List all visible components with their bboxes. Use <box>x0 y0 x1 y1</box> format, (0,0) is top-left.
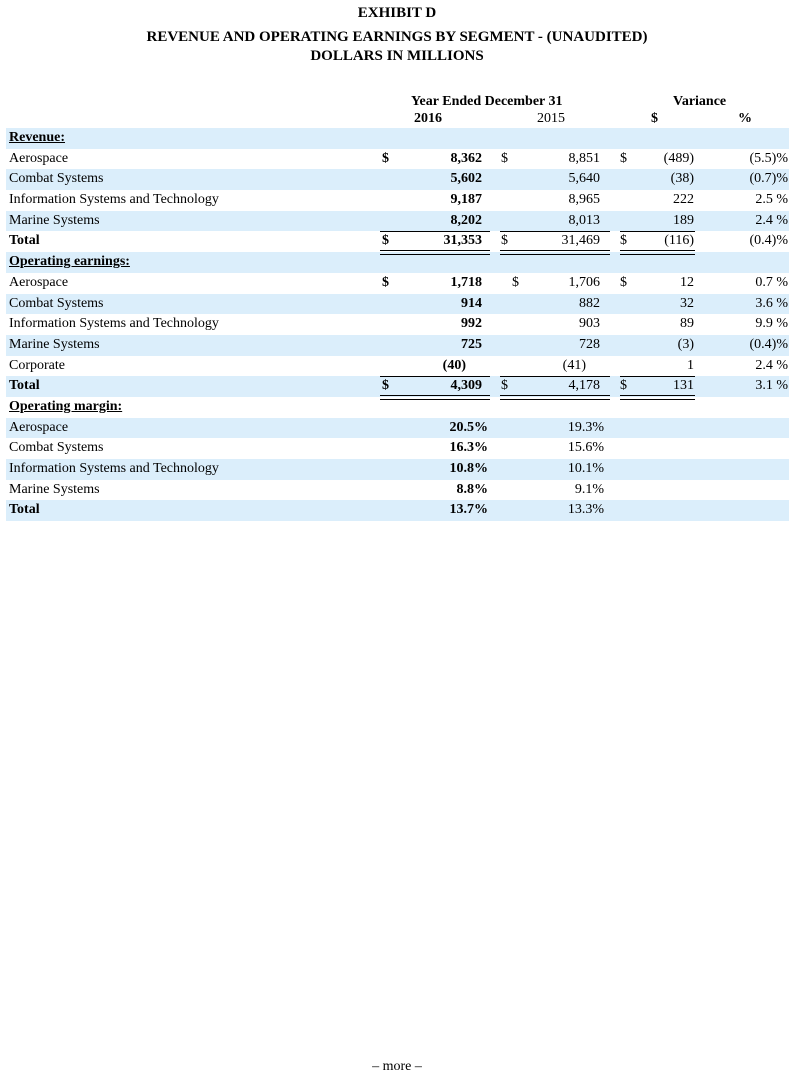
value-2016: 10.8% <box>449 461 488 476</box>
currency-symbol: $ <box>382 378 389 394</box>
value-2016: 4,309 <box>450 378 482 394</box>
variance-pct: 0.7 % <box>755 274 788 290</box>
variance-pct: 2.4 % <box>755 357 788 373</box>
row-label: Aerospace <box>9 150 69 166</box>
variance-pct-header: % <box>738 111 752 126</box>
double-rule <box>620 395 695 400</box>
variance-pct: 3.6 % <box>755 295 788 311</box>
variance-dollar: 12 <box>680 274 694 290</box>
rule <box>380 376 490 377</box>
revenue-section-row <box>6 128 789 149</box>
row-label: Total <box>9 233 40 249</box>
value-2015: 19.3% <box>567 419 604 435</box>
table-row <box>6 335 789 356</box>
variance-dollar: (116) <box>664 233 694 249</box>
value-2016: 13.7% <box>449 502 488 518</box>
row-label: Combat Systems <box>9 171 104 187</box>
row-label: Aerospace <box>9 419 69 435</box>
table-row <box>6 418 789 439</box>
variance-pct: 9.9 % <box>755 316 788 332</box>
value-2015: 10.1% <box>567 461 604 476</box>
value-2015: (41) <box>562 357 586 373</box>
rule <box>620 376 695 377</box>
value-2015: 13.3% <box>567 502 604 518</box>
row-label: Corporate <box>9 357 65 373</box>
currency-symbol: $ <box>501 378 508 394</box>
double-rule <box>500 250 610 255</box>
revenue-heading: Revenue: <box>9 130 65 145</box>
double-rule <box>380 250 490 255</box>
row-label: Information Systems and Technology <box>9 316 219 332</box>
variance-dollar: (489) <box>663 150 694 166</box>
value-2015: 8,851 <box>568 150 600 166</box>
year-2016-header: 2016 <box>414 111 442 126</box>
value-2015: 8,013 <box>568 212 600 228</box>
earnings-section-row <box>6 252 789 273</box>
segment-table <box>6 128 789 521</box>
value-2016: 992 <box>461 316 482 332</box>
row-label: Marine Systems <box>9 212 100 228</box>
value-2015: 903 <box>579 316 600 332</box>
value-2015: 4,178 <box>568 378 600 394</box>
value-2015: 728 <box>579 336 600 352</box>
currency-symbol: $ <box>620 378 627 394</box>
row-label: Total <box>9 378 40 394</box>
value-2016: 20.5% <box>449 419 488 435</box>
table-row <box>6 314 789 335</box>
table-row <box>6 211 789 232</box>
value-2015: 1,706 <box>568 274 600 290</box>
value-2016: 8,202 <box>450 212 482 228</box>
row-label: Combat Systems <box>9 295 104 311</box>
row-label: Total <box>9 502 40 518</box>
continued-note: – more – <box>372 1059 422 1074</box>
value-2016: 31,353 <box>443 233 482 249</box>
currency-symbol: $ <box>501 150 508 166</box>
total-row <box>6 376 789 397</box>
earnings-heading: Operating earnings: <box>9 254 130 270</box>
table-row <box>6 169 789 190</box>
exhibit-label: EXHIBIT D <box>357 5 437 21</box>
variance-header: Variance <box>673 94 727 109</box>
table-row <box>6 480 789 501</box>
rule <box>500 376 610 377</box>
variance-pct: 2.4 % <box>755 212 788 228</box>
row-label: Marine Systems <box>9 336 100 352</box>
table-row <box>6 149 789 170</box>
variance-pct: (0.4)% <box>749 233 788 249</box>
year-2015-header: 2015 <box>537 111 565 126</box>
double-rule <box>620 250 695 255</box>
table-row <box>6 273 789 294</box>
variance-dollar: (3) <box>677 336 694 352</box>
value-2015: 8,965 <box>568 192 600 208</box>
value-2016: 8,362 <box>450 150 482 166</box>
total-row <box>6 500 789 521</box>
variance-dollar: 89 <box>680 316 694 332</box>
value-2016: 914 <box>461 295 482 311</box>
variance-pct: (0.4)% <box>749 336 788 352</box>
double-rule <box>500 395 610 400</box>
currency-symbol: $ <box>382 150 389 166</box>
value-2015: 5,640 <box>568 171 600 187</box>
variance-dollar: 32 <box>680 295 694 311</box>
variance-dollar: 222 <box>673 192 694 208</box>
rule <box>380 231 490 232</box>
variance-dollar: (38) <box>670 171 694 187</box>
table-row <box>6 294 789 315</box>
report-subtitle: DOLLARS IN MILLIONS <box>310 48 484 64</box>
currency-symbol: $ <box>620 150 627 166</box>
row-label: Information Systems and Technology <box>9 192 219 208</box>
variance-pct: 3.1 % <box>755 378 788 394</box>
margin-heading: Operating margin: <box>9 398 123 414</box>
variance-dollar: 1 <box>687 357 694 373</box>
table-row <box>6 356 789 377</box>
value-2015: 882 <box>579 295 600 311</box>
row-label: Combat Systems <box>9 440 104 456</box>
currency-symbol: $ <box>512 274 519 290</box>
value-2016: (40) <box>442 357 466 373</box>
variance-dollar-header: $ <box>651 111 658 126</box>
table-row <box>6 190 789 211</box>
variance-pct: (0.7)% <box>749 171 788 187</box>
report-title: REVENUE AND OPERATING EARNINGS BY SEGMENT - (UNAUDITED) <box>146 29 648 45</box>
rule <box>620 231 695 232</box>
currency-symbol: $ <box>382 274 389 290</box>
double-rule <box>380 395 490 400</box>
value-2016: 725 <box>461 336 482 352</box>
value-2015: 15.6% <box>567 440 604 456</box>
variance-dollar: 131 <box>673 378 694 394</box>
currency-symbol: $ <box>501 233 508 249</box>
value-2016: 5,602 <box>450 171 482 187</box>
value-2016: 1,718 <box>450 274 482 290</box>
margin-section-row <box>6 397 789 418</box>
value-2016: 16.3% <box>449 440 488 456</box>
variance-pct: 2.5 % <box>755 192 788 208</box>
currency-symbol: $ <box>620 233 627 249</box>
currency-symbol: $ <box>620 274 627 290</box>
row-label: Information Systems and Technology <box>9 461 219 476</box>
value-2015: 9.1% <box>574 481 604 497</box>
value-2015: 31,469 <box>561 233 600 249</box>
row-label: Aerospace <box>9 274 69 290</box>
value-2016: 8.8% <box>456 481 488 497</box>
table-row <box>6 438 789 459</box>
table-row <box>6 459 789 480</box>
currency-symbol: $ <box>382 233 389 249</box>
variance-dollar: 189 <box>673 212 694 228</box>
value-2016: 9,187 <box>450 192 482 208</box>
variance-pct: (5.5)% <box>749 150 788 166</box>
year-ended-header: Year Ended December 31 <box>411 94 563 109</box>
row-label: Marine Systems <box>9 481 100 497</box>
rule <box>500 231 610 232</box>
